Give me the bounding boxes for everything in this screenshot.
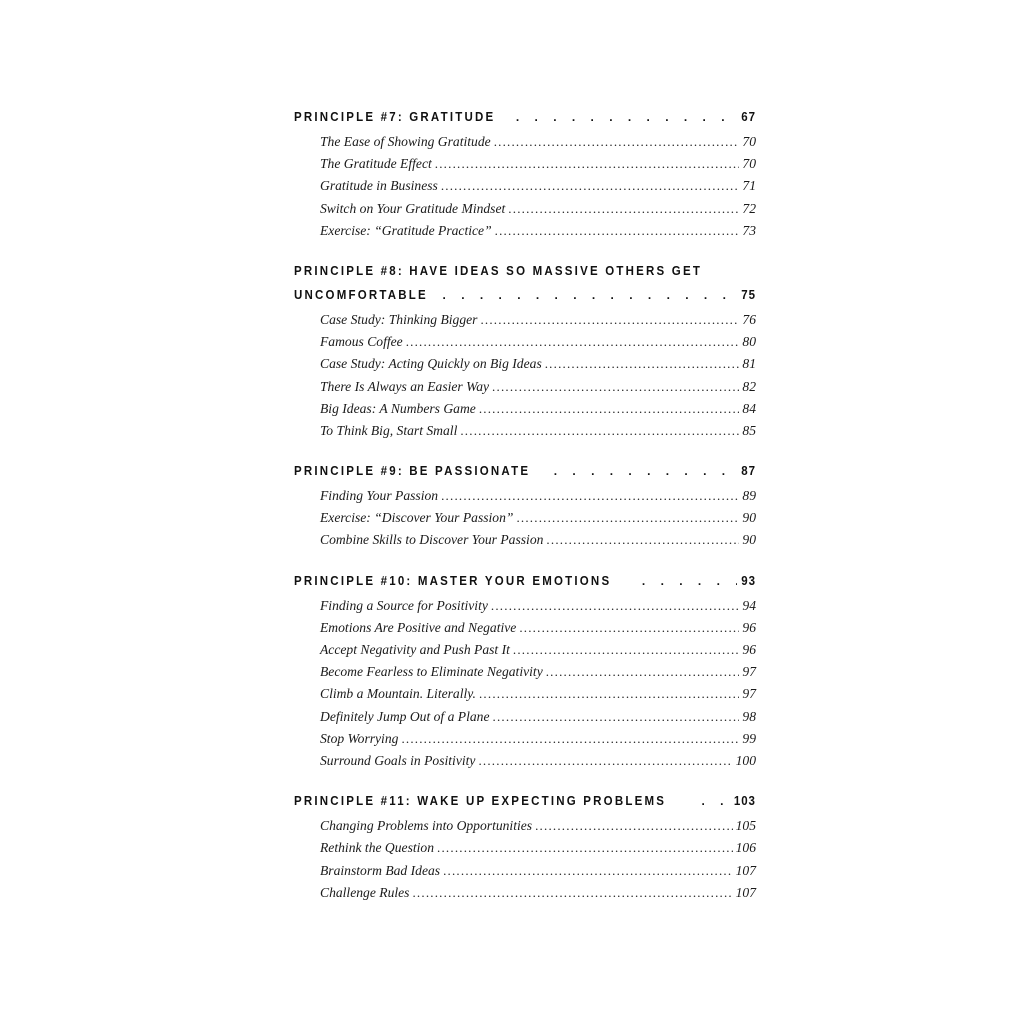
toc-entry — [294, 709, 756, 731]
toc-heading-row — [294, 574, 756, 598]
dot-leader — [491, 598, 740, 614]
dot-leader — [479, 401, 740, 417]
toc-entry-page: 89 — [742, 488, 756, 504]
toc-entry-title: Switch on Your Gratitude Mindset — [320, 200, 506, 216]
toc-entry-title: The Gratitude Effect — [320, 156, 432, 172]
toc-heading-page: 75 — [741, 287, 756, 302]
dot-leader — [492, 379, 739, 395]
dot-leader — [480, 312, 739, 328]
dot-leader — [642, 574, 737, 588]
dot-leader — [412, 885, 732, 901]
toc-entry-page: 99 — [742, 730, 756, 746]
toc-heading-page: 67 — [741, 110, 756, 124]
toc-section-principle-9 — [294, 464, 756, 555]
toc-heading-title: PRINCIPLE #10: MASTER YOUR EMOTIONS — [294, 573, 612, 588]
toc-entry-page: 76 — [742, 311, 756, 327]
toc-entry-title: Finding Your Passion — [320, 488, 439, 504]
toc-entry-title: To Think Big, Start Small — [320, 422, 458, 438]
toc-entry — [294, 818, 756, 840]
toc-entry-page: 107 — [735, 862, 756, 878]
dot-leader — [493, 709, 740, 725]
toc-entry-page: 81 — [742, 356, 756, 372]
dot-leader — [494, 134, 740, 150]
toc-entry-title: Changing Problems into Opportunities — [320, 818, 533, 834]
dot-leader — [441, 488, 739, 504]
toc-entry — [294, 642, 756, 664]
dot-leader — [513, 642, 740, 658]
table-of-contents — [294, 110, 756, 926]
toc-entry — [294, 686, 756, 708]
dot-leader — [554, 464, 737, 478]
toc-entry-page: 105 — [735, 818, 756, 834]
toc-entry-page: 85 — [742, 422, 756, 438]
toc-heading-title-line1: PRINCIPLE #8: HAVE IDEAS SO MASSIVE OTHERS GET — [294, 263, 703, 278]
toc-entry — [294, 840, 756, 862]
dot-leader — [546, 664, 740, 680]
toc-entry-page: 100 — [735, 752, 756, 768]
toc-entry-title: Climb a Mountain. Literally. — [320, 686, 476, 702]
toc-entry-title: Combine Skills to Discover Your Passion — [320, 532, 544, 548]
toc-entry-page: 90 — [742, 510, 756, 526]
toc-entry-page: 80 — [742, 334, 756, 350]
toc-entry-title: Surround Goals in Positivity — [320, 752, 476, 768]
toc-entry-title: Stop Worrying — [320, 730, 399, 746]
toc-entry-page: 97 — [742, 664, 756, 680]
toc-section-principle-10 — [294, 574, 756, 776]
toc-heading-row — [294, 110, 756, 134]
dot-leader — [478, 753, 732, 769]
toc-entry — [294, 885, 756, 907]
toc-entry-page: 90 — [742, 532, 756, 548]
toc-entry — [294, 510, 756, 532]
toc-entry — [294, 156, 756, 178]
toc-entry-page: 98 — [742, 708, 756, 724]
toc-heading-row — [294, 288, 756, 312]
toc-entry-title: Rethink the Question — [320, 840, 435, 856]
dot-leader — [479, 686, 739, 702]
toc-heading-title: PRINCIPLE #9: BE PASSIONATE — [294, 464, 531, 479]
dot-leader — [437, 840, 733, 856]
toc-heading-line — [294, 264, 756, 288]
toc-entry — [294, 598, 756, 620]
toc-entry — [294, 532, 756, 554]
toc-entry — [294, 753, 756, 775]
toc-heading-page: 103 — [734, 794, 756, 809]
toc-entry — [294, 134, 756, 156]
toc-entry-page: 71 — [742, 178, 756, 194]
toc-entry-title: Case Study: Thinking Bigger — [320, 311, 478, 327]
toc-entry — [294, 488, 756, 510]
dot-leader — [701, 794, 729, 808]
toc-entry — [294, 334, 756, 356]
toc-heading-title: PRINCIPLE #7: GRATITUDE — [294, 110, 496, 124]
dot-leader — [460, 423, 739, 439]
dot-leader — [508, 201, 739, 217]
toc-entry — [294, 312, 756, 334]
toc-entry-page: 72 — [742, 200, 756, 216]
toc-entry-page: 96 — [742, 642, 756, 657]
toc-heading-page: 87 — [741, 464, 756, 479]
toc-entry-title: Brainstorm Bad Ideas — [320, 862, 441, 878]
toc-entry-page: 96 — [742, 619, 756, 635]
toc-entry-title: Big Ideas: A Numbers Game — [320, 400, 476, 416]
toc-entry — [294, 401, 756, 423]
toc-entry-title: Definitely Jump Out of a Plane — [320, 708, 490, 724]
toc-entry-title: Famous Coffee — [320, 334, 403, 350]
toc-entry — [294, 223, 756, 245]
toc-section-principle-8 — [294, 264, 756, 445]
toc-entry — [294, 423, 756, 445]
dot-leader — [545, 356, 740, 372]
dot-leader — [516, 110, 737, 124]
toc-heading-page: 93 — [741, 573, 756, 588]
toc-entry-page: 70 — [742, 134, 756, 149]
dot-leader — [441, 178, 740, 194]
dot-leader — [516, 510, 739, 526]
toc-entry-title: Gratitude in Business — [320, 178, 438, 194]
toc-entry-page: 82 — [742, 378, 756, 394]
toc-entry-page: 94 — [742, 597, 756, 613]
toc-entry-title: Case Study: Acting Quickly on Big Ideas — [320, 356, 542, 372]
toc-entry — [294, 379, 756, 401]
toc-section-principle-7 — [294, 110, 756, 245]
toc-entry-title: Emotions Are Positive and Negative — [320, 619, 517, 635]
toc-entry-page: 107 — [735, 884, 756, 900]
toc-section-principle-11 — [294, 794, 756, 907]
toc-entry-title: Accept Negativity and Push Past It — [320, 642, 510, 657]
dot-leader — [546, 532, 739, 548]
toc-entry-page: 70 — [742, 156, 756, 172]
toc-entry — [294, 178, 756, 200]
toc-entry-title: The Ease of Showing Gratitude — [320, 134, 491, 149]
toc-heading-row — [294, 794, 756, 818]
toc-entry — [294, 731, 756, 753]
toc-entry-title: Exercise: “Gratitude Practice” — [320, 222, 492, 238]
dot-leader — [443, 863, 733, 879]
toc-entry-page: 73 — [742, 222, 756, 238]
toc-entry-page: 84 — [742, 400, 756, 416]
toc-entry — [294, 863, 756, 885]
toc-entry — [294, 356, 756, 378]
toc-heading-title: UNCOMFORTABLE — [294, 287, 428, 302]
dot-leader — [443, 288, 738, 302]
toc-entry-title: Challenge Rules — [320, 884, 410, 900]
toc-entry — [294, 664, 756, 686]
toc-entry — [294, 620, 756, 642]
toc-entry-title: Exercise: “Discover Your Passion” — [320, 510, 514, 526]
dot-leader — [435, 156, 740, 172]
toc-entry — [294, 201, 756, 223]
toc-entry-page: 106 — [735, 840, 756, 856]
dot-leader — [519, 620, 739, 636]
toc-entry-title: Finding a Source for Positivity — [320, 597, 488, 613]
dot-leader — [535, 818, 733, 834]
dot-leader — [401, 731, 739, 747]
dot-leader — [406, 334, 740, 350]
toc-entry-page: 97 — [742, 686, 756, 702]
toc-heading-row — [294, 464, 756, 488]
toc-heading-title: PRINCIPLE #11: WAKE UP EXPECTING PROBLEMS — [294, 794, 667, 809]
dot-leader — [495, 223, 740, 239]
toc-entry-title: Become Fearless to Eliminate Negativity — [320, 664, 543, 680]
toc-entry-title: There Is Always an Easier Way — [320, 378, 490, 394]
